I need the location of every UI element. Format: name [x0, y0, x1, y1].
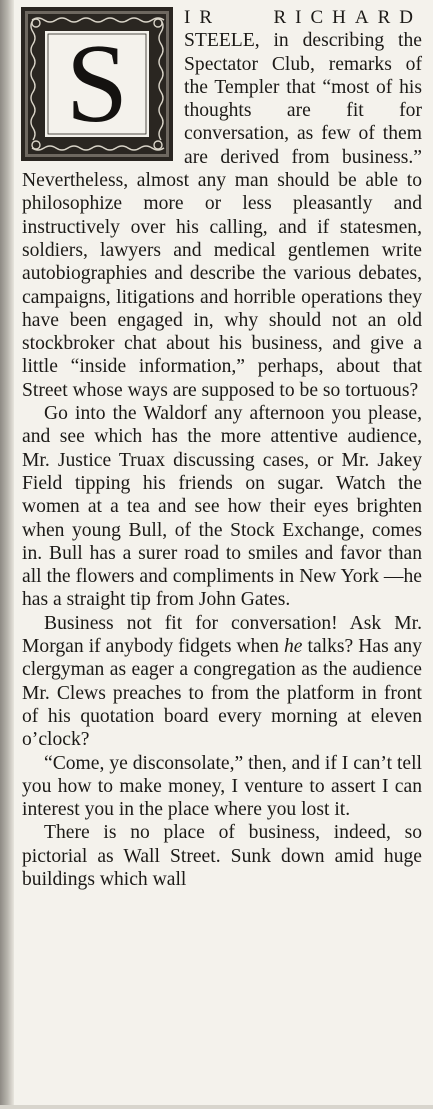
opening-small-caps: IR RICHARD: [184, 7, 422, 28]
ornamental-drop-cap: [20, 6, 174, 162]
paragraph-1-text: STEELE, in describing the Spectator Club, remarks of the Templer that “most of his thoughts are fit for conversation, as few of them are derived from business.” Nevertheless, almost any man should be able to philosophize more or less pleasantly and instructively over his calling, and if statesmen, soldiers, lawyers and medical gentlemen write autobiographies and describe the various debates, campaigns, litigations and horrible operations they have been engaged in, why should not an old stockbroker chat about his business, and give a little “inside information,” perhaps, about that Street whose ways are supposed to be so tortuous?: [22, 30, 422, 401]
article-column: [22, 6, 422, 891]
paragraph-3-emphasis: he: [283, 636, 303, 658]
paragraph-1: [22, 6, 422, 402]
paragraph-3-text-a: Business not fit for conversation! Ask Mr. Morgan if anybody fidgets when: [22, 612, 422, 658]
page-gutter-shadow: [0, 0, 14, 1109]
paragraph-5: There is no place of business, indeed, so pictorial as Wall Street. Sunk down amid huge buildings which wall: [22, 822, 422, 890]
paragraph-3: [22, 612, 422, 752]
paragraph-4: “Come, ye disconsolate,” then, and if I can’t tell you how to make money, I venture to assert I can interest you in the place where you lost it.: [22, 752, 422, 821]
drop-cap-letter: S: [65, 22, 129, 146]
page-bottom-edge: [0, 1105, 433, 1109]
paragraph-2: Go into the Waldorf any afternoon you please, and see which has the more attentive audience, Mr. Justice Truax discussing cases, or Mr. Jakey Field tipping his friends on sugar. Watch the women at a tea and see how their eyes brighten when young Bull, of the Stock Exchange, comes in. Bull has a surer road to smiles and favor than all the flowers and compliments in New York —he has a straight tip from John Gates.: [22, 403, 422, 611]
paragraph-3-text-b: talks? Has any clergyman as eager a congregation as the audience Mr. Clews preaches to from the platform in front of his quotation board every morning at eleven o’clock?: [22, 636, 422, 751]
